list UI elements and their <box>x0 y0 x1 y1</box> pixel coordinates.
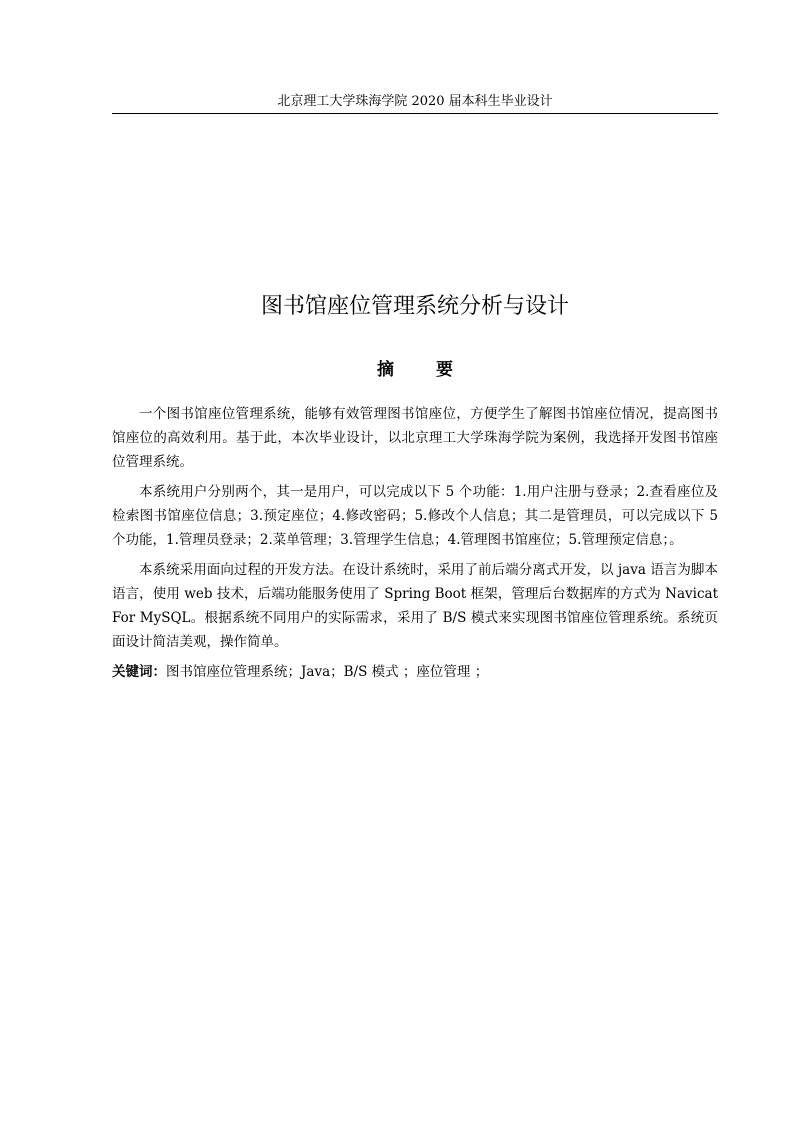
keywords-label: 关键词： <box>112 664 166 680</box>
abstract-heading: 摘 要 <box>377 360 471 380</box>
page-header: 北京理工大学珠海学院 2020 届本科生毕业设计 <box>277 94 553 109</box>
keywords-text: 图书馆座位管理系统；Java；B/S 模式 ；座位管理 ； <box>166 664 489 680</box>
abstract-paragraph: 本系统采用面向过程的开发方法。在设计系统时，采用了前后端分离式开发，以 java 语言为脚本语言，使用 web 技术，后端功能服务使用了 Spring Boot 框架，管理后台数据库的方式为 Navicat For MySQL。根据系统不同用户的实际需求，采用了 B/S 模式来实现图书馆座位管理系统。系统页面设计简洁美观，操作简单。 <box>112 562 718 650</box>
keywords-line <box>112 660 718 684</box>
header-divider <box>112 113 718 114</box>
document-title: 图书馆座位管理系统分析与设计 <box>260 294 569 319</box>
abstract-paragraph: 一个图书馆座位管理系统，能够有效管理图书馆座位，方便学生了解图书馆座位情况，提高图书馆座位的高效利用。基于此，本次毕业设计，以北京理工大学珠海学院为案例，我选择开发图书馆座位管理系统。 <box>112 406 718 470</box>
abstract-body <box>112 402 718 684</box>
abstract-paragraph: 本系统用户分别两个，其一是用户，可以完成以下 5 个功能：1.用户注册与登录；2.查看座位及检索图书馆座位信息；3.预定座位；4.修改密码；5.修改个人信息；其二是管理员，可以完成以下 5 个功能，1.管理员登录；2.菜单管理；3.管理学生信息；4.管理图书馆座位；5.管理预定信息；。 <box>112 484 718 548</box>
